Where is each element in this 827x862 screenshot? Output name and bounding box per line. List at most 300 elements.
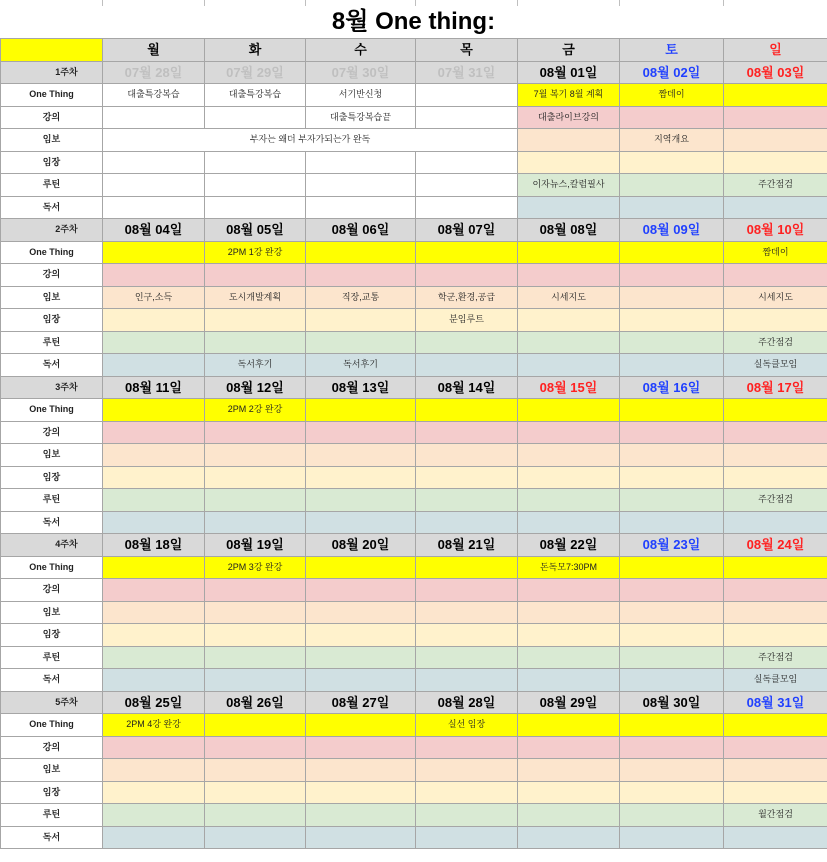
category-label[interactable]: 루틴 (1, 174, 103, 197)
date-cell[interactable]: 08월 12일 (205, 376, 306, 399)
date-cell[interactable]: 08월 27일 (306, 691, 416, 714)
task-cell[interactable] (205, 601, 306, 624)
task-cell[interactable] (620, 444, 724, 467)
category-label[interactable]: One Thing (1, 84, 103, 107)
task-cell[interactable] (205, 781, 306, 804)
task-cell[interactable] (205, 489, 306, 512)
week-label[interactable]: 3주차 (1, 376, 103, 399)
task-cell[interactable]: 실독클모임 (724, 354, 827, 377)
category-label[interactable]: 루틴 (1, 804, 103, 827)
task-cell[interactable]: 이자뉴스,칼럼필사 (518, 174, 620, 197)
task-cell[interactable] (205, 736, 306, 759)
task-cell[interactable] (518, 444, 620, 467)
task-cell[interactable] (724, 624, 827, 647)
task-cell[interactable] (724, 511, 827, 534)
task-cell[interactable] (103, 444, 205, 467)
task-cell[interactable] (205, 646, 306, 669)
date-cell[interactable]: 08월 30일 (620, 691, 724, 714)
task-cell[interactable] (518, 399, 620, 422)
task-cell[interactable] (620, 556, 724, 579)
task-cell[interactable] (306, 826, 416, 849)
category-label[interactable]: 독서 (1, 511, 103, 534)
task-cell[interactable] (620, 264, 724, 287)
task-cell[interactable] (518, 759, 620, 782)
task-cell[interactable] (103, 264, 205, 287)
task-cell[interactable] (306, 241, 416, 264)
date-cell[interactable]: 08월 13일 (306, 376, 416, 399)
task-cell[interactable] (416, 421, 518, 444)
category-label[interactable]: One Thing (1, 399, 103, 422)
task-cell[interactable] (205, 759, 306, 782)
task-cell[interactable] (518, 511, 620, 534)
task-cell[interactable] (103, 736, 205, 759)
task-cell[interactable]: 주간점검 (724, 331, 827, 354)
category-label[interactable]: 임장 (1, 781, 103, 804)
date-cell[interactable]: 08월 02일 (620, 61, 724, 84)
task-cell[interactable] (205, 151, 306, 174)
task-cell[interactable] (205, 264, 306, 287)
task-cell[interactable] (620, 106, 724, 129)
category-label[interactable]: 임보 (1, 286, 103, 309)
task-cell[interactable] (306, 196, 416, 219)
task-cell[interactable] (724, 736, 827, 759)
task-cell[interactable] (620, 669, 724, 692)
task-cell[interactable]: 주간점검 (724, 646, 827, 669)
task-cell[interactable] (103, 489, 205, 512)
task-cell[interactable]: 월간점검 (724, 804, 827, 827)
task-cell[interactable] (416, 624, 518, 647)
task-cell[interactable] (620, 511, 724, 534)
task-cell[interactable] (416, 354, 518, 377)
task-cell[interactable] (724, 421, 827, 444)
task-cell[interactable] (620, 421, 724, 444)
category-label[interactable]: 루틴 (1, 646, 103, 669)
task-cell[interactable] (306, 759, 416, 782)
category-label[interactable]: 임장 (1, 151, 103, 174)
task-cell[interactable]: 주간점검 (724, 174, 827, 197)
task-cell[interactable]: 인구,소득 (103, 286, 205, 309)
date-cell[interactable]: 07월 30일 (306, 61, 416, 84)
task-cell[interactable]: 도시개발계획 (205, 286, 306, 309)
task-cell[interactable]: 주간점검 (724, 489, 827, 512)
weekday-header[interactable]: 목 (416, 39, 518, 62)
task-cell[interactable] (724, 826, 827, 849)
category-label[interactable]: One Thing (1, 556, 103, 579)
category-label[interactable]: 임보 (1, 444, 103, 467)
task-cell[interactable] (103, 781, 205, 804)
task-cell[interactable] (416, 196, 518, 219)
task-cell[interactable] (620, 354, 724, 377)
task-cell[interactable] (620, 624, 724, 647)
task-cell[interactable] (620, 399, 724, 422)
task-cell[interactable] (205, 421, 306, 444)
category-label[interactable]: 임보 (1, 759, 103, 782)
task-cell[interactable] (416, 556, 518, 579)
task-cell[interactable] (416, 759, 518, 782)
date-cell[interactable]: 08월 15일 (518, 376, 620, 399)
date-cell[interactable]: 08월 24일 (724, 534, 827, 557)
corner-cell[interactable] (1, 39, 103, 62)
date-cell[interactable]: 07월 31일 (416, 61, 518, 84)
task-cell[interactable] (620, 151, 724, 174)
task-cell[interactable] (620, 826, 724, 849)
task-cell[interactable] (103, 331, 205, 354)
task-cell[interactable] (306, 151, 416, 174)
date-cell[interactable]: 08월 07일 (416, 219, 518, 242)
date-cell[interactable]: 08월 08일 (518, 219, 620, 242)
task-cell[interactable] (205, 331, 306, 354)
sheet-title[interactable]: 8월 One thing: (331, 8, 496, 35)
task-cell[interactable] (103, 759, 205, 782)
task-cell[interactable] (306, 511, 416, 534)
category-label[interactable]: 독서 (1, 354, 103, 377)
task-cell[interactable] (518, 714, 620, 737)
task-cell[interactable]: 학군,환경,공급 (416, 286, 518, 309)
task-cell[interactable] (518, 421, 620, 444)
task-cell[interactable] (306, 781, 416, 804)
task-cell[interactable] (620, 804, 724, 827)
date-cell[interactable]: 08월 09일 (620, 219, 724, 242)
category-label[interactable]: 강의 (1, 421, 103, 444)
task-cell[interactable] (103, 106, 205, 129)
task-cell[interactable] (518, 241, 620, 264)
task-cell[interactable] (103, 624, 205, 647)
task-cell[interactable] (518, 624, 620, 647)
task-cell[interactable] (518, 736, 620, 759)
date-cell[interactable]: 08월 01일 (518, 61, 620, 84)
task-cell[interactable]: 시세지도 (518, 286, 620, 309)
task-cell[interactable] (416, 781, 518, 804)
task-cell[interactable] (416, 331, 518, 354)
category-row-limbo (1, 444, 827, 467)
task-cell[interactable]: 7월 복기 8월 계획 (518, 84, 620, 107)
task-cell[interactable] (103, 241, 205, 264)
task-cell[interactable]: 짬데이 (620, 84, 724, 107)
task-cell[interactable] (103, 511, 205, 534)
category-row-lecture (1, 579, 827, 602)
task-cell[interactable] (306, 331, 416, 354)
task-cell[interactable] (306, 714, 416, 737)
task-cell[interactable] (103, 579, 205, 602)
task-cell[interactable] (103, 601, 205, 624)
date-cell[interactable]: 08월 06일 (306, 219, 416, 242)
task-cell[interactable] (620, 579, 724, 602)
task-cell[interactable] (306, 264, 416, 287)
category-label[interactable]: 강의 (1, 736, 103, 759)
week-row (1, 534, 827, 557)
date-cell[interactable]: 08월 18일 (103, 534, 205, 557)
task-cell[interactable]: 직장,교통 (306, 286, 416, 309)
task-cell[interactable] (416, 106, 518, 129)
task-cell[interactable] (724, 151, 827, 174)
date-cell[interactable]: 08월 20일 (306, 534, 416, 557)
task-cell[interactable] (306, 421, 416, 444)
task-cell[interactable] (518, 669, 620, 692)
date-cell[interactable]: 08월 19일 (205, 534, 306, 557)
task-cell[interactable] (620, 196, 724, 219)
task-cell[interactable] (306, 624, 416, 647)
task-cell[interactable]: 대출라이브강의 (518, 106, 620, 129)
task-cell[interactable] (416, 804, 518, 827)
task-cell[interactable] (103, 399, 205, 422)
task-cell[interactable] (205, 106, 306, 129)
task-cell[interactable] (103, 466, 205, 489)
category-row-lecture (1, 106, 827, 129)
task-cell[interactable]: 지역개요 (620, 129, 724, 152)
task-cell[interactable] (103, 804, 205, 827)
category-label[interactable]: 독서 (1, 669, 103, 692)
date-cell[interactable]: 08월 14일 (416, 376, 518, 399)
category-row-limjang (1, 309, 827, 332)
task-cell[interactable] (205, 511, 306, 534)
task-cell[interactable]: 대출특강복습 (103, 84, 205, 107)
task-cell[interactable] (205, 174, 306, 197)
date-cell[interactable]: 08월 22일 (518, 534, 620, 557)
task-cell[interactable] (205, 714, 306, 737)
task-cell[interactable]: 독서후기 (205, 354, 306, 377)
task-cell[interactable] (518, 601, 620, 624)
category-label[interactable]: 임장 (1, 624, 103, 647)
task-cell[interactable]: 실독클모임 (724, 669, 827, 692)
task-cell[interactable] (205, 624, 306, 647)
date-cell[interactable]: 08월 26일 (205, 691, 306, 714)
week-label[interactable]: 2주차 (1, 219, 103, 242)
task-cell[interactable] (306, 646, 416, 669)
task-cell[interactable] (103, 354, 205, 377)
category-label[interactable]: One Thing (1, 714, 103, 737)
task-cell[interactable] (416, 264, 518, 287)
date-cell[interactable]: 08월 10일 (724, 219, 827, 242)
task-cell[interactable] (103, 309, 205, 332)
task-cell[interactable] (416, 84, 518, 107)
task-cell[interactable] (205, 804, 306, 827)
weekday-header[interactable]: 토 (620, 39, 724, 62)
category-label[interactable]: 임장 (1, 466, 103, 489)
task-cell[interactable] (724, 781, 827, 804)
weekday-header[interactable]: 화 (205, 39, 306, 62)
task-cell[interactable] (620, 601, 724, 624)
task-cell[interactable] (103, 174, 205, 197)
category-label[interactable]: 루틴 (1, 331, 103, 354)
task-cell[interactable] (518, 264, 620, 287)
date-cell[interactable]: 07월 29일 (205, 61, 306, 84)
task-cell[interactable] (103, 151, 205, 174)
task-cell[interactable] (518, 804, 620, 827)
task-cell[interactable]: 돈독모7:30PM (518, 556, 620, 579)
task-cell[interactable] (724, 579, 827, 602)
date-cell[interactable]: 08월 23일 (620, 534, 724, 557)
task-cell[interactable] (724, 399, 827, 422)
task-cell[interactable] (103, 556, 205, 579)
weekday-header[interactable]: 금 (518, 39, 620, 62)
week-label[interactable]: 1주차 (1, 61, 103, 84)
task-cell[interactable] (518, 354, 620, 377)
task-cell[interactable] (518, 826, 620, 849)
task-cell[interactable] (724, 106, 827, 129)
task-cell[interactable] (518, 781, 620, 804)
date-cell[interactable]: 08월 21일 (416, 534, 518, 557)
task-cell[interactable] (620, 489, 724, 512)
task-cell[interactable] (724, 196, 827, 219)
task-cell[interactable] (416, 466, 518, 489)
task-cell[interactable] (518, 646, 620, 669)
date-cell[interactable]: 08월 16일 (620, 376, 724, 399)
task-cell[interactable] (416, 399, 518, 422)
task-cell[interactable] (620, 286, 724, 309)
task-cell[interactable] (103, 646, 205, 669)
task-cell[interactable] (620, 736, 724, 759)
date-cell[interactable]: 08월 31일 (724, 691, 827, 714)
task-cell[interactable]: 2PM 2강 완강 (205, 399, 306, 422)
task-cell[interactable] (620, 759, 724, 782)
task-cell[interactable] (416, 579, 518, 602)
task-cell[interactable] (620, 646, 724, 669)
category-label[interactable]: 강의 (1, 264, 103, 287)
task-cell[interactable] (724, 264, 827, 287)
task-cell[interactable] (103, 669, 205, 692)
task-cell[interactable] (205, 196, 306, 219)
category-row-routine (1, 804, 827, 827)
date-cell[interactable]: 08월 25일 (103, 691, 205, 714)
task-cell[interactable] (416, 601, 518, 624)
category-label[interactable]: 독서 (1, 826, 103, 849)
task-cell[interactable] (205, 466, 306, 489)
date-cell[interactable]: 08월 04일 (103, 219, 205, 242)
task-cell[interactable] (306, 556, 416, 579)
task-cell[interactable]: 2PM 3강 완강 (205, 556, 306, 579)
task-cell[interactable]: 대출특강복습 (205, 84, 306, 107)
task-cell[interactable] (416, 826, 518, 849)
task-cell[interactable] (205, 309, 306, 332)
category-row-limbo (1, 601, 827, 624)
task-cell[interactable] (306, 601, 416, 624)
category-label[interactable]: 독서 (1, 196, 103, 219)
task-cell[interactable] (724, 84, 827, 107)
task-cell[interactable] (416, 669, 518, 692)
category-label[interactable]: One Thing (1, 241, 103, 264)
task-cell[interactable] (205, 669, 306, 692)
task-cell[interactable] (306, 399, 416, 422)
task-cell[interactable] (103, 196, 205, 219)
category-row-one-thing (1, 556, 827, 579)
task-cell[interactable] (620, 174, 724, 197)
task-cell[interactable] (416, 736, 518, 759)
task-cell[interactable] (724, 759, 827, 782)
task-cell[interactable] (416, 151, 518, 174)
task-cell[interactable] (518, 196, 620, 219)
week-label[interactable]: 4주차 (1, 534, 103, 557)
task-cell[interactable] (416, 511, 518, 534)
task-cell[interactable] (306, 174, 416, 197)
task-cell[interactable] (306, 309, 416, 332)
task-cell[interactable] (306, 669, 416, 692)
task-cell[interactable] (518, 129, 620, 152)
date-cell[interactable]: 08월 28일 (416, 691, 518, 714)
task-cell[interactable]: 시세지도 (724, 286, 827, 309)
date-cell[interactable]: 08월 03일 (724, 61, 827, 84)
task-cell[interactable] (724, 556, 827, 579)
weekday-header[interactable]: 일 (724, 39, 827, 62)
date-cell[interactable]: 08월 17일 (724, 376, 827, 399)
task-cell[interactable] (724, 129, 827, 152)
task-cell[interactable]: 2PM 4강 완강 (103, 714, 205, 737)
task-cell[interactable] (306, 466, 416, 489)
task-cell[interactable]: 분임루트 (416, 309, 518, 332)
task-cell[interactable] (518, 331, 620, 354)
task-cell[interactable]: 2PM 1강 완강 (205, 241, 306, 264)
task-cell[interactable] (620, 714, 724, 737)
task-cell[interactable] (518, 489, 620, 512)
category-label[interactable]: 루틴 (1, 489, 103, 512)
category-label[interactable]: 임장 (1, 309, 103, 332)
task-cell[interactable] (306, 444, 416, 467)
task-cell[interactable] (518, 579, 620, 602)
task-cell[interactable] (416, 489, 518, 512)
week-row (1, 61, 827, 84)
task-cell[interactable] (724, 309, 827, 332)
task-cell[interactable] (620, 309, 724, 332)
task-cell[interactable] (620, 241, 724, 264)
category-label[interactable]: 임보 (1, 129, 103, 152)
task-cell[interactable] (103, 826, 205, 849)
task-cell[interactable] (620, 781, 724, 804)
task-cell[interactable] (724, 444, 827, 467)
task-cell[interactable] (306, 736, 416, 759)
task-cell[interactable] (724, 714, 827, 737)
task-cell[interactable] (103, 421, 205, 444)
task-cell[interactable]: 독서후기 (306, 354, 416, 377)
category-row-reading (1, 511, 827, 534)
weekday-header[interactable]: 월 (103, 39, 205, 62)
task-cell[interactable] (306, 489, 416, 512)
task-cell[interactable]: 대출특강복습끝 (306, 106, 416, 129)
category-row-limjang (1, 466, 827, 489)
category-label[interactable]: 강의 (1, 579, 103, 602)
task-cell[interactable]: 실선 임장 (416, 714, 518, 737)
task-cell[interactable] (306, 579, 416, 602)
date-cell[interactable]: 07월 28일 (103, 61, 205, 84)
task-cell[interactable] (620, 331, 724, 354)
task-cell[interactable] (416, 174, 518, 197)
task-cell[interactable] (416, 444, 518, 467)
task-cell[interactable] (205, 826, 306, 849)
task-cell[interactable] (205, 579, 306, 602)
task-cell[interactable] (724, 466, 827, 489)
category-row-reading (1, 669, 827, 692)
task-cell[interactable] (306, 804, 416, 827)
category-label[interactable]: 강의 (1, 106, 103, 129)
task-cell[interactable] (416, 646, 518, 669)
task-cell[interactable] (518, 309, 620, 332)
task-cell[interactable]: 서기반신청 (306, 84, 416, 107)
date-cell[interactable]: 08월 05일 (205, 219, 306, 242)
weekday-header[interactable]: 수 (306, 39, 416, 62)
task-cell[interactable] (205, 444, 306, 467)
task-cell[interactable] (518, 151, 620, 174)
category-row-one-thing (1, 84, 827, 107)
date-cell[interactable]: 08월 11일 (103, 376, 205, 399)
category-label[interactable]: 임보 (1, 601, 103, 624)
task-cell[interactable] (724, 601, 827, 624)
week-label[interactable]: 5주차 (1, 691, 103, 714)
category-row-limjang (1, 624, 827, 647)
task-cell[interactable]: 짬데이 (724, 241, 827, 264)
task-cell[interactable] (620, 466, 724, 489)
task-cell[interactable] (416, 241, 518, 264)
date-cell[interactable]: 08월 29일 (518, 691, 620, 714)
task-cell[interactable] (518, 466, 620, 489)
merged-task-cell[interactable]: 부자는 왜더 부자가되는가 완독 (103, 129, 518, 152)
